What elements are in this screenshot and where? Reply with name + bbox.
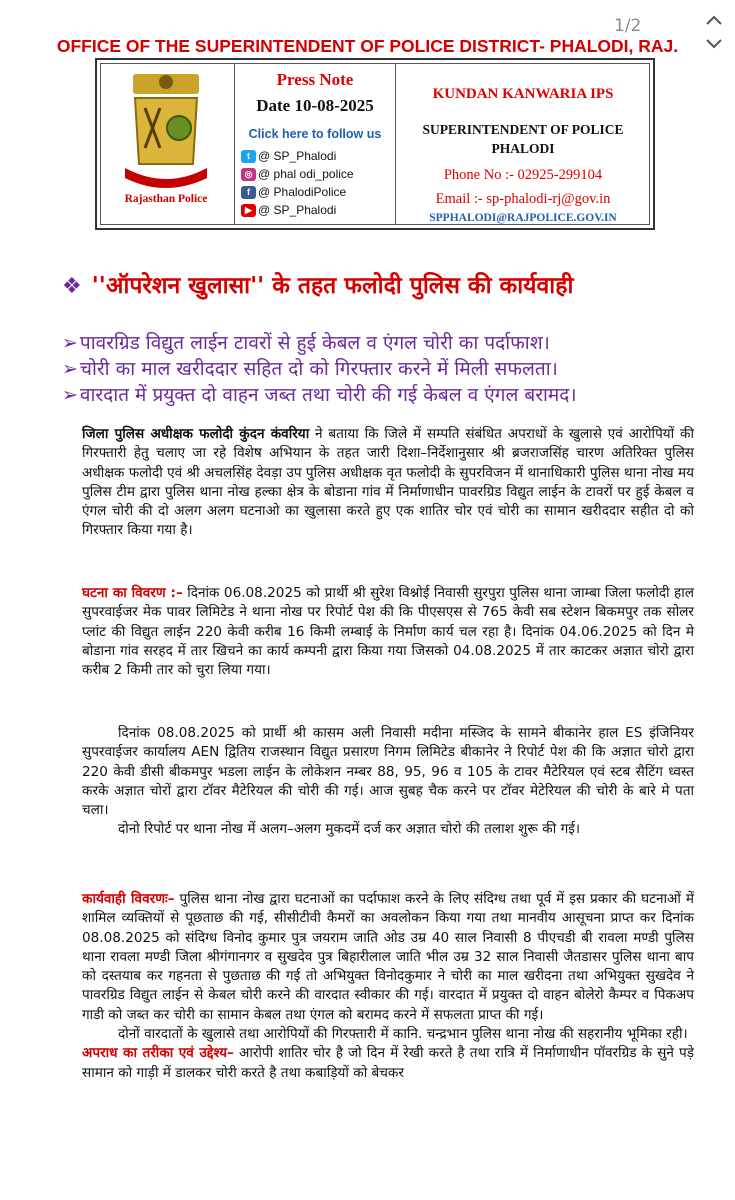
- press-note-column: [234, 64, 396, 224]
- paragraph-intro: जिला पुलिस अधीक्षक फलोदी कुंदन कंवरिया ने बताया कि जिले में सम्पति संबंधित अपराधों के खुलासे एवं आरोपियों की गिरफ्तारी हेतु चलाए जा रहे विशेष अभियान के तहत जारी दिशा–निर्देशानुसार श्री ब्रजराजसिंह चारण अतिरिक्त पुलिस अधीक्षक फलोदी एवं श्री अचलसिंह देवड़ा उप पुलिस अधीक्षक वृत फलोदी के सुपरविजन में थानाधिकारी पुलिस थाना नोख मय पुलिस टीम द्वारा पुलिस थाना नोख हल्का क्षेत्र के बोडाना गांव में निर्माणाधीन पावरग्रिड विद्युत लाईन के टावरों पर हुई केबल व एंगल चोरी की दो अलग अलग घटनाओ का खुलासा करते हुए एक शातिर चोर एवं चोरी का सामान खरीददार सहीत दो को गिरफ्तार किया गया है।: [82, 426, 694, 539]
- office-title: OFFICE OF THE SUPERINTENDENT OF POLICE DISTRICT- PHALODI, RAJ.: [56, 36, 679, 56]
- rajasthan-police-logo: [105, 68, 227, 218]
- sp-email[interactable]: Email :- sp-phalodi-rj@gov.in: [435, 191, 611, 207]
- police-emblem-icon: [105, 68, 227, 190]
- sp-title: [395, 120, 651, 158]
- facebook-icon: f: [241, 186, 256, 199]
- paragraph-action: कार्यवाही विवरणः– पुलिस थाना नोख द्वारा घटनाओं का पर्दाफाश करने के लिए संदिग्ध तथा पूर्व में इस प्रकार की घटनाओं में शामिल व्यक्तियों से पूछताछ की गई, सीसीटीवी कैमरों का अवलोकन किया गया तथा मानवीय आसूचना प्राप्त कर दिनांक 08.08.2025 को संदिग्ध विनोद कुमार पुत्र जयराम जाति ओड उम्र 40 साल निवासी 8 पीएचडी बी रावला मण्डी पुलिस थाना रावला मण्डी जिला श्रीगंगानगर व सुखदेव पुत्र बिहारीलाल जाति भील उम्र 32 साल निवासी जैतडासर पुलिस थाना बाप को दस्तयाब कर गहनता से पुछताछ की गई तो अभियुक्त विनोदकुमार ने चोरी का माल खरीदना तथा अभियुक्त सुखदेव ने पावरग्रिड विद्युत लाईन से केबल चोरी करने की वारदात स्वीकार की गई। वारदात में प्रयुक्त दो वाहन बोलेरो कैम्पर व पिकअप गाडी को जब्त कर चोरी का सामान केबल तथा एंगल को बरामद करने में सफलता प्राप्त की गई। दोनों वारदातों के खुलासे तथा आरोपियों की गिरफ्तारी में कानि. चन्द्रभान पुलिस थाना नोख की सहरानीय भूमिका रही। अपराध का तरीका एवं उद्देश्य– आरोपी शातिर चोर है जो दिन में रेखी करते है तथा रात्रि में निर्माणाधीन पॉवरग्रिड के सुने पड़े सामान को गाड़ी में डालकर चोरी करते है तथा कबाड़ियों को बेचकर: [82, 891, 694, 1081]
- arrow-bullet-icon: ➢: [62, 332, 78, 354]
- press-note-title: Press Note: [276, 70, 354, 89]
- social-instagram[interactable]: ◎ @ phal odi_police: [241, 165, 354, 183]
- arrow-bullet-icon: ➢: [62, 384, 78, 406]
- modus-operandi-label: अपराध का तरीका एवं उद्देश्य–: [82, 1045, 234, 1062]
- social-youtube[interactable]: ▶ @ SP_Phalodi: [241, 201, 336, 219]
- social-twitter[interactable]: t @ SP_Phalodi: [241, 147, 336, 165]
- bullet-item: ➢ चोरी का माल खरीददार सहित दो को गिरफ्तार करने में मिली सफलता।: [62, 358, 558, 380]
- incident-label: घटना का विवरण :–: [82, 585, 183, 601]
- main-heading: ❖ ''ऑपरेशन खुलासा'' के तहत फलोदी पुलिस की कार्यवाही: [62, 273, 574, 299]
- twitter-icon: t: [241, 150, 256, 163]
- bullet-item: ➢ पावरग्रिड विद्युत लाईन टावरों से हुई केबल व एंगल चोरी का पर्दाफाश।: [62, 332, 550, 354]
- sp-contact-column: [395, 64, 651, 224]
- highlight-bullets: [62, 330, 692, 408]
- viewer-toolbar: [0, 0, 735, 40]
- paragraph-incident: घटना का विवरण :– दिनांक 06.08.2025 को प्रार्थी श्री सुरेश विश्नोई निवासी सुरपुरा पुलिस थाना जाम्बा जिला फलोदी हाल सुपरवाईजर मेक पावर लिमिटेड ने थाना नोख पर रिपोर्ट पेश की कि पीएसएस से 765 केवी सब स्टेशन बिकमपुर तक सोलर प्लांट की विद्युत लाईन 220 केवी करीब 16 किमी लम्बाई के निर्माण कार्य चल रहा है। दिनांक 04.06.2025 को दिन मे बोडाना गांव सरहद में तार खिचने का कार्य कम्पनी द्वारा किया गया जिसको 04.08.2025 में तार काटकर अज्ञात चोरो द्वारा करीब 2 किमी तार को चुरा लिया गया।: [82, 585, 694, 679]
- diamond-bullet-icon: ❖: [62, 274, 82, 299]
- sp-phone: Phone No :- 02925-299104: [443, 167, 603, 183]
- logo-caption: Rajasthan Police: [124, 193, 208, 205]
- sp-title-line2: PHALODI: [491, 141, 555, 156]
- intro-lead: जिला पुलिस अधीक्षक फलोदी कुंदन कंवरिया: [82, 426, 310, 442]
- press-date: Date 10-08-2025: [256, 96, 374, 115]
- paragraph-second-incident: दिनांक 08.08.2025 को प्रार्थी श्री कासम अली निवासी मदीना मस्जिद के सामने बीकानेर हाल ES इंजिनियर सुपरवाईजर कार्यालय AEN द्वितिय राजस्थान विद्युत प्रसारण निगम लिमिटेड बीकानेर ने रिपोर्ट पेश की कि अज्ञात चोरो द्वारा 220 केवी डीसी बीकमपुर भडला लाईन के लोकेशन नम्बर 88, 95, 96 व 105 के टावर मैटेरियल एवं स्टब सैटिंग ध्वस्त करके अज्ञात चोरों द्वारा टॉवर मैटेरियल की चोरी की गई। आज सुबह चैक करने पर टॉवर मेटेरियल की चोरी के बारे मे पता चला। दोनो रिपोर्ट पर थाना नोख में अलग–अलग मुकदमें दर्ज कर अज्ञात चोरो की तलाश शुरू की गई।: [82, 725, 694, 838]
- letterhead-box: [95, 58, 655, 230]
- page-counter: 1/2: [614, 16, 642, 36]
- instagram-icon: ◎: [241, 168, 256, 181]
- youtube-icon: ▶: [241, 204, 256, 217]
- sp-email-alt[interactable]: SPPHALODI@RAJPOLICE.GOV.IN: [429, 212, 617, 224]
- arrow-bullet-icon: ➢: [62, 358, 78, 380]
- sp-title-line1: SUPERINTENDENT OF POLICE: [422, 122, 624, 137]
- follow-us-link[interactable]: Click here to follow us: [248, 127, 382, 141]
- social-facebook[interactable]: f @ PhalodiPolice: [241, 183, 346, 201]
- sp-name: KUNDAN KANWARIA IPS: [432, 86, 614, 102]
- action-label: कार्यवाही विवरणः–: [82, 891, 175, 907]
- bullet-item: ➢ वारदात में प्रयुक्त दो वाहन जब्त तथा चोरी की गई केबल व एंगल बरामद।: [62, 384, 577, 406]
